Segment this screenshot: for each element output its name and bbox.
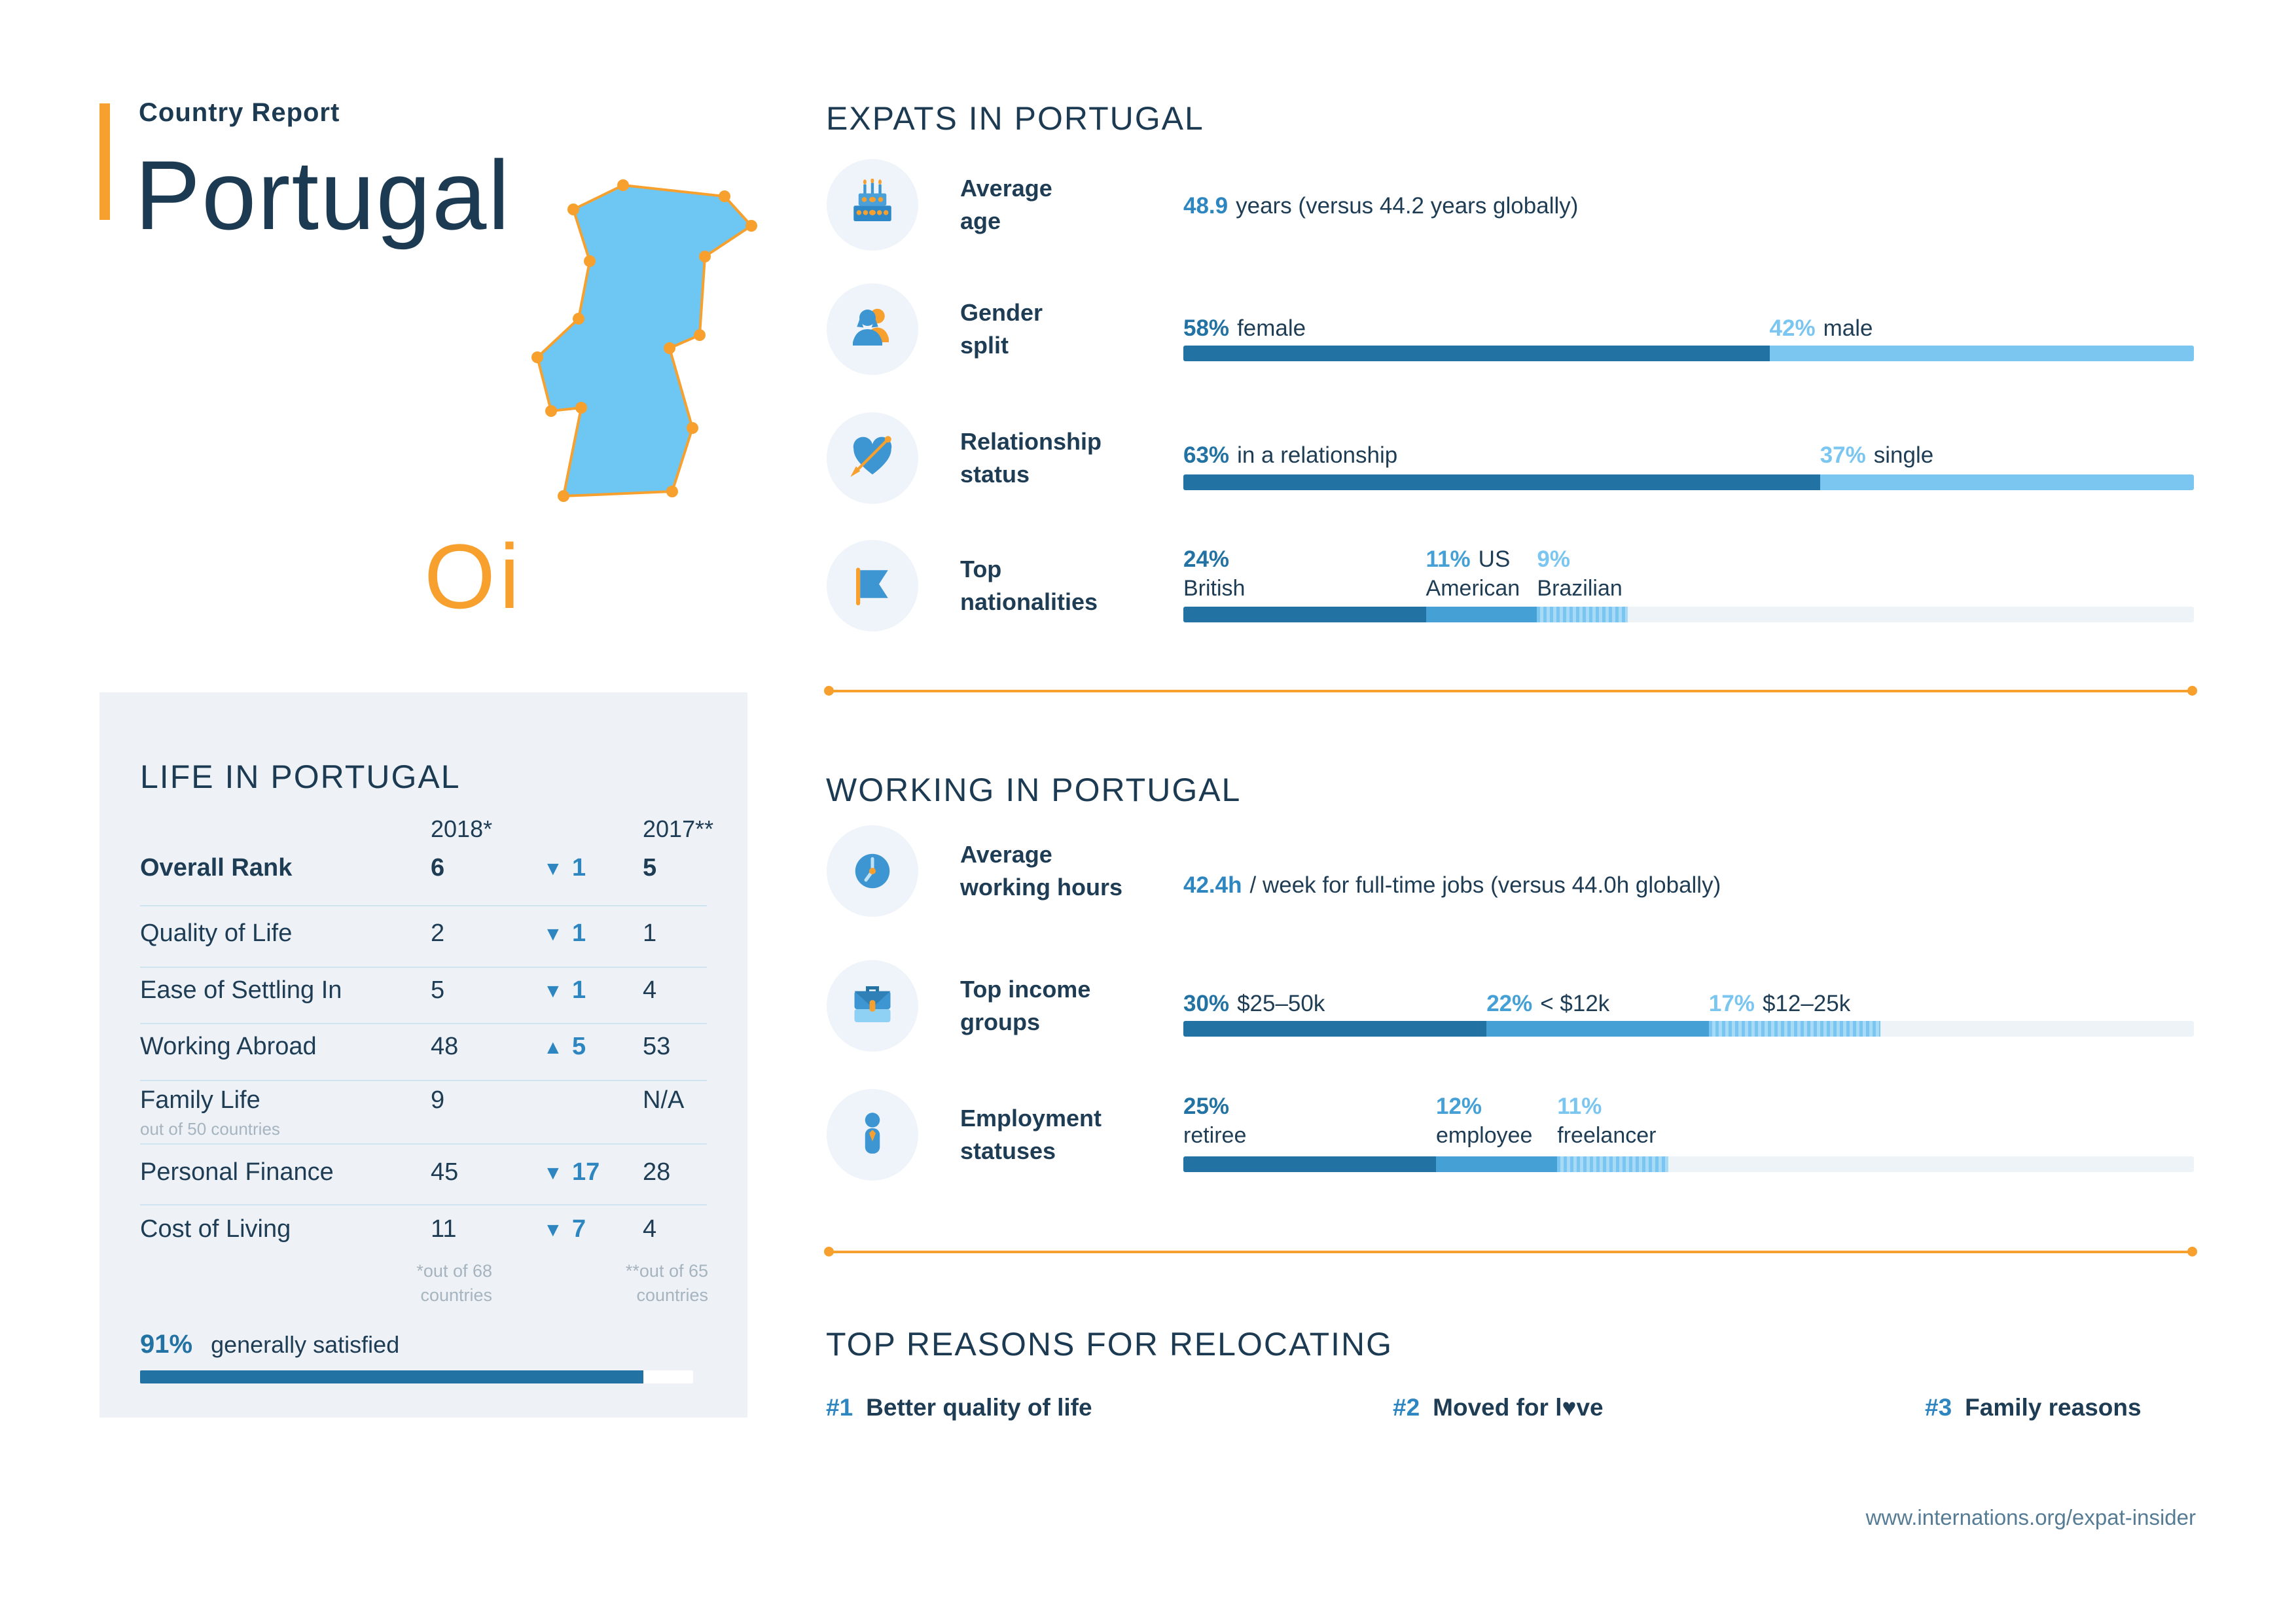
in-relationship-label: 63% in a relationship xyxy=(1183,442,1398,468)
page-title: Portugal xyxy=(135,140,511,250)
table-divider xyxy=(140,1143,707,1145)
life-row-2018: 2 xyxy=(431,919,445,947)
rank-change-arrow: ▼ xyxy=(543,1219,563,1241)
life-row-2017: 28 xyxy=(643,1158,671,1186)
reasons-section-heading: TOP REASONS FOR RELOCATING xyxy=(826,1326,1393,1363)
income-25-50k-segment xyxy=(1183,1021,1486,1037)
section-divider-top xyxy=(826,690,2195,692)
income-groups-bar xyxy=(1183,1021,2194,1037)
rank-change-value: 7 xyxy=(572,1215,586,1243)
reason-3: #3 Family reasons xyxy=(1925,1394,2142,1421)
birthday-cake-icon xyxy=(846,179,899,231)
reason-1: #1 Better quality of life xyxy=(826,1394,1092,1421)
satisfaction-fill xyxy=(140,1370,643,1383)
in-relationship-segment xyxy=(1183,474,1820,490)
satisfaction-stat: 91% generally satisfied xyxy=(140,1330,400,1359)
table-divider xyxy=(140,967,707,968)
working-section-heading: WORKING IN PORTUGAL xyxy=(826,772,1242,808)
reason-2: #2 Moved for l♥ve xyxy=(1393,1394,1604,1421)
income-12-25k-segment xyxy=(1709,1021,1880,1037)
life-row-label: Overall Rank xyxy=(140,854,293,882)
british-label: 24% British xyxy=(1183,546,1246,601)
us-american-label: 11% US American xyxy=(1426,546,1520,601)
person-tie-icon xyxy=(846,1109,899,1161)
relationship-status-bar xyxy=(1183,474,2194,490)
employment-icon-circle xyxy=(827,1089,918,1181)
accent-bar xyxy=(99,103,110,220)
life-row-2018: 11 xyxy=(431,1215,457,1243)
life-row-label: Family Life xyxy=(140,1086,260,1114)
income-12-25k-label: 17% $12–25k xyxy=(1708,991,1851,1016)
life-row-2018: 48 xyxy=(431,1033,459,1060)
gender-people-icon xyxy=(846,303,899,355)
income-groups-chart xyxy=(1183,991,2194,1039)
life-in-portugal-panel xyxy=(99,692,747,1418)
relationship-icon-circle xyxy=(827,412,918,504)
gender-split-icon-circle xyxy=(827,283,918,375)
male-share-label: 42% male xyxy=(1769,315,1873,341)
section-divider-bottom xyxy=(826,1251,2195,1253)
footnote-2017: **out of 65 countries xyxy=(625,1261,708,1305)
freelancer-segment xyxy=(1557,1156,1668,1172)
rank-change-arrow: ▼ xyxy=(543,1162,563,1184)
portugal-map-icon xyxy=(520,171,762,512)
life-row-2018: 9 xyxy=(431,1086,445,1114)
rank-change-arrow: ▲ xyxy=(543,1037,563,1058)
rank-change-arrow: ▼ xyxy=(543,980,563,1002)
brazilian-segment xyxy=(1537,607,1628,622)
life-row-2017: 1 xyxy=(643,919,657,947)
life-row-2018: 6 xyxy=(431,854,445,882)
income-under-12k-label: 22% < $12k xyxy=(1486,991,1610,1016)
top-nationalities-chart xyxy=(1183,544,2194,624)
employment-statuses-label: Employment statuses xyxy=(960,1105,1102,1164)
working-hours-value: 42.4h / week for full-time jobs (versus 44.0h globally) xyxy=(1183,872,1721,898)
life-row-label: Working Abroad xyxy=(140,1033,317,1060)
table-divider xyxy=(140,1023,707,1024)
clock-icon xyxy=(846,845,899,897)
average-age-value: 48.9 years (versus 44.2 years globally) xyxy=(1183,193,1579,219)
retiree-label: 25% retiree xyxy=(1183,1094,1247,1148)
life-row-label: Ease of Settling In xyxy=(140,976,342,1004)
freelancer-label: 11% freelancer xyxy=(1557,1094,1657,1148)
life-row-label: Cost of Living xyxy=(140,1215,291,1243)
column-header-2017: 2017** xyxy=(643,815,714,842)
life-row-2017: 5 xyxy=(643,854,657,882)
single-segment xyxy=(1820,474,2194,490)
gender-split-label: Gender split xyxy=(960,299,1043,359)
life-section-heading: LIFE IN PORTUGAL xyxy=(140,758,461,795)
column-header-2018: 2018* xyxy=(431,815,493,842)
us-american-segment xyxy=(1426,607,1537,622)
table-divider xyxy=(140,1080,707,1081)
footer-url: www.internations.org/expat-insider xyxy=(1865,1505,2196,1529)
portugal-map xyxy=(520,171,762,515)
footnote-2018: *out of 68 countries xyxy=(416,1261,492,1305)
report-kicker: Country Report xyxy=(139,98,340,127)
working-hours-icon-circle xyxy=(827,825,918,917)
income-groups-label: Top income groups xyxy=(960,976,1091,1035)
life-row-2017: 4 xyxy=(643,1215,657,1243)
income-icon-circle xyxy=(827,960,918,1052)
working-hours-label: Average working hours xyxy=(960,841,1123,901)
top-nationalities-bar xyxy=(1183,607,2194,622)
relationship-status-chart xyxy=(1183,442,2194,493)
table-divider xyxy=(140,1204,707,1205)
heart-arrow-icon xyxy=(846,432,899,484)
rank-change-value: 1 xyxy=(572,976,586,1004)
female-share-label: 58% female xyxy=(1183,315,1306,341)
rank-change-value: 17 xyxy=(572,1158,600,1186)
life-row-2017: 4 xyxy=(643,976,657,1004)
employment-statuses-bar xyxy=(1183,1156,2194,1172)
briefcase-icon xyxy=(846,980,899,1032)
british-segment xyxy=(1183,607,1426,622)
male-segment xyxy=(1770,346,2194,361)
nationalities-icon-circle xyxy=(827,540,918,632)
life-row-2017: 53 xyxy=(643,1033,671,1060)
relationship-status-label: Relationship status xyxy=(960,428,1102,488)
income-under-12k-segment xyxy=(1486,1021,1709,1037)
gender-split-bar xyxy=(1183,346,2194,361)
average-age-label: Average age xyxy=(960,175,1052,234)
employee-label: 12% employee xyxy=(1436,1094,1533,1148)
table-divider xyxy=(140,905,707,906)
life-row-sublabel: out of 50 countries xyxy=(140,1119,280,1139)
retiree-segment xyxy=(1183,1156,1436,1172)
life-row-label: Quality of Life xyxy=(140,919,293,947)
single-label: 37% single xyxy=(1820,442,1934,468)
life-row-2018: 45 xyxy=(431,1158,459,1186)
satisfaction-bar xyxy=(140,1370,693,1383)
expats-section-heading: EXPATS IN PORTUGAL xyxy=(826,100,1204,137)
rank-change-arrow: ▼ xyxy=(543,858,563,880)
life-row-2017: N/A xyxy=(643,1086,685,1114)
average-age-icon-circle xyxy=(827,159,918,251)
life-row-2018: 5 xyxy=(431,976,445,1004)
top-nationalities-label: Top nationalities xyxy=(960,556,1098,615)
rank-change-value: 1 xyxy=(572,919,586,947)
rank-change-arrow: ▼ xyxy=(543,923,563,945)
income-25-50k-label: 30% $25–50k xyxy=(1183,991,1325,1016)
employment-statuses-chart xyxy=(1183,1092,2194,1174)
life-row-label: Personal Finance xyxy=(140,1158,334,1186)
flag-icon xyxy=(846,560,899,612)
rank-change-value: 5 xyxy=(572,1033,586,1060)
brazilian-label: 9% Brazilian xyxy=(1537,546,1623,601)
employee-segment xyxy=(1436,1156,1557,1172)
gender-split-chart xyxy=(1183,315,2194,365)
greeting-text: Oi xyxy=(424,525,524,628)
female-segment xyxy=(1183,346,1770,361)
rank-change-value: 1 xyxy=(572,854,586,882)
